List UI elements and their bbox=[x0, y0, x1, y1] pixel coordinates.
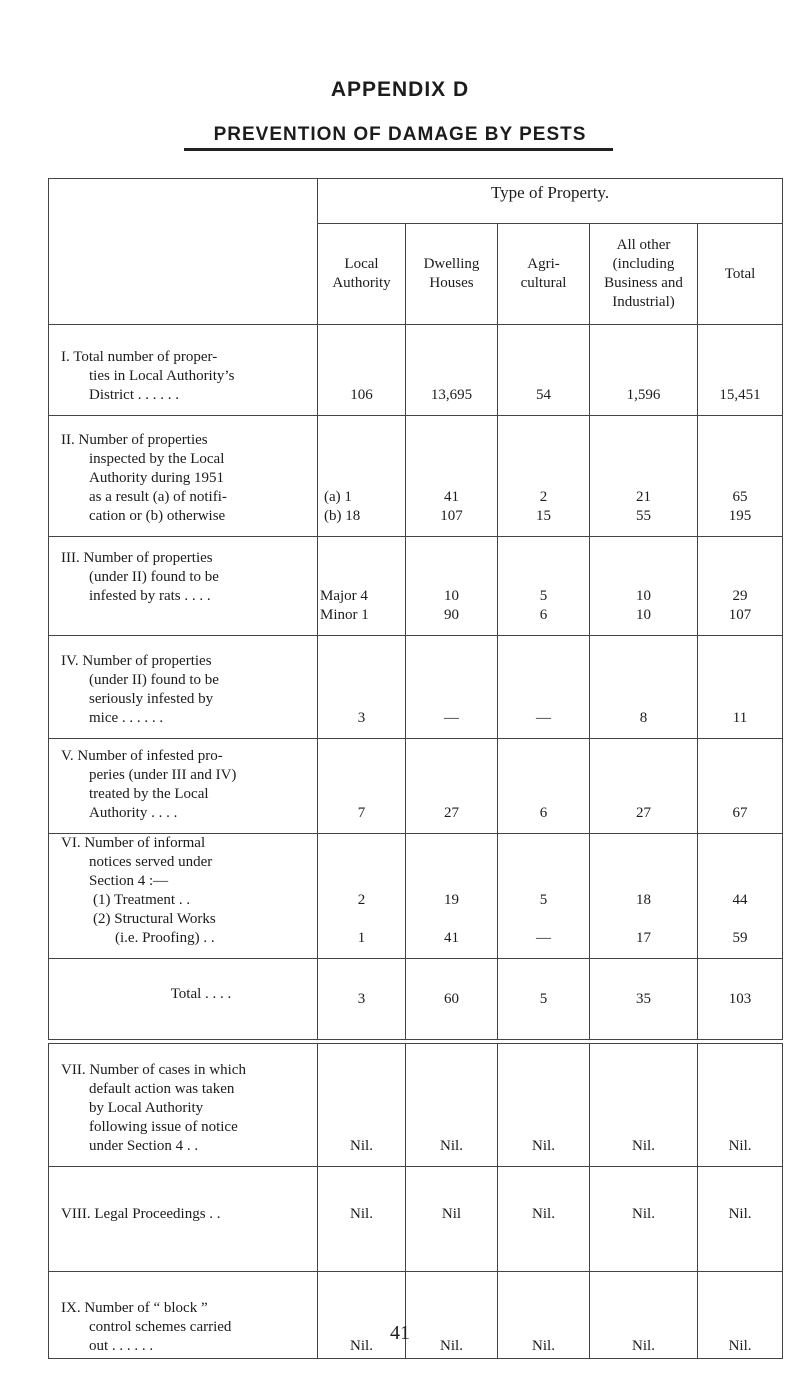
pests-table bbox=[48, 178, 783, 1359]
cell-dwelling-houses: — bbox=[406, 636, 498, 739]
row-description: II. Number of properties inspected by the Local Authority during 1951 as a result (a) of notifi- cation or (b) otherwise bbox=[49, 416, 318, 537]
cell-all-other: 35 bbox=[590, 959, 698, 1040]
cell-agricultural: — bbox=[498, 636, 590, 739]
total-label: Total . . . . bbox=[49, 959, 318, 1040]
row-description: III. Number of properties (under II) found to be infested by rats . . . . bbox=[49, 537, 318, 636]
cell-total: 29 107 bbox=[698, 537, 783, 636]
col-header-total: Total bbox=[698, 224, 783, 325]
title-underline bbox=[184, 148, 613, 151]
cell-all-other: 1,596 bbox=[590, 325, 698, 416]
col-header-local-authority: Local Authority bbox=[318, 224, 406, 325]
cell-agricultural: 5 6 bbox=[498, 537, 590, 636]
cell-all-other: Nil. bbox=[590, 1044, 698, 1167]
cell-all-other: 18 17 bbox=[590, 834, 698, 959]
row-description: VII. Number of cases in which default action was taken by Local Authority following issue of notice under Section 4 . . bbox=[49, 1044, 318, 1167]
cell-agricultural: 6 bbox=[498, 739, 590, 834]
cell-total: 44 59 bbox=[698, 834, 783, 959]
cell-dwelling-houses: 19 41 bbox=[406, 834, 498, 959]
row-description: IV. Number of properties (under II) found to be seriously infested by mice . . . . . . bbox=[49, 636, 318, 739]
cell-total: 67 bbox=[698, 739, 783, 834]
page-title: PREVENTION OF DAMAGE BY PESTS bbox=[213, 124, 587, 145]
cell-dwelling-houses: 13,695 bbox=[406, 325, 498, 416]
cell-total: 65 195 bbox=[698, 416, 783, 537]
cell-local-authority: Nil. bbox=[318, 1167, 406, 1272]
cell-local-authority: 106 bbox=[318, 325, 406, 416]
cell-dwelling-houses: Nil. bbox=[406, 1272, 498, 1359]
cell-local-authority: 2 1 bbox=[318, 834, 406, 959]
cell-total: 11 bbox=[698, 636, 783, 739]
cell-total: 103 bbox=[698, 959, 783, 1040]
cell-dwelling-houses: 10 90 bbox=[406, 537, 498, 636]
cell-dwelling-houses: Nil. bbox=[406, 1044, 498, 1167]
table-row bbox=[49, 834, 783, 959]
table-row bbox=[49, 325, 783, 416]
row-description: V. Number of infested pro- peries (under III and IV) treated by the Local Authority . . . . bbox=[49, 739, 318, 834]
col-header-dwelling-houses: Dwelling Houses bbox=[406, 224, 498, 325]
table-row bbox=[49, 537, 783, 636]
cell-dwelling-houses: 41 107 bbox=[406, 416, 498, 537]
row-description: VI. Number of informal notices served under Section 4 :— (1) Treatment . . (2) Structural Works (i.e. Proofing) . . bbox=[49, 834, 318, 959]
cell-dwelling-houses: 60 bbox=[406, 959, 498, 1040]
cell-agricultural: 5 bbox=[498, 959, 590, 1040]
cell-all-other: 10 10 bbox=[590, 537, 698, 636]
table-row bbox=[49, 1044, 783, 1167]
cell-all-other: 21 55 bbox=[590, 416, 698, 537]
corner-cell bbox=[49, 179, 318, 325]
cell-local-authority: Nil. bbox=[318, 1272, 406, 1359]
table-row bbox=[49, 739, 783, 834]
cell-agricultural: 54 bbox=[498, 325, 590, 416]
cell-local-authority: 3 bbox=[318, 636, 406, 739]
cell-total: Nil. bbox=[698, 1272, 783, 1359]
cell-local-authority: Major 4 Minor 1 bbox=[318, 537, 406, 636]
cell-local-authority: Nil. bbox=[318, 1044, 406, 1167]
cell-agricultural: 5 — bbox=[498, 834, 590, 959]
cell-all-other: 8 bbox=[590, 636, 698, 739]
cell-all-other: Nil. bbox=[590, 1167, 698, 1272]
cell-agricultural: Nil. bbox=[498, 1272, 590, 1359]
table-row bbox=[49, 416, 783, 537]
row-description: IX. Number of “ block ” control schemes carried out . . . . . . bbox=[49, 1272, 318, 1359]
cell-agricultural: Nil. bbox=[498, 1167, 590, 1272]
cell-local-authority: 7 bbox=[318, 739, 406, 834]
cell-dwelling-houses: Nil bbox=[406, 1167, 498, 1272]
cell-dwelling-houses: 27 bbox=[406, 739, 498, 834]
col-header-all-other: All other (including Business and Industrial) bbox=[590, 224, 698, 325]
cell-agricultural: 2 15 bbox=[498, 416, 590, 537]
col-header-agricultural: Agri- cultural bbox=[498, 224, 590, 325]
type-of-property-header: Type of Property. bbox=[318, 179, 783, 224]
table-row-total bbox=[49, 959, 783, 1040]
cell-local-authority: (a) 1 (b) 18 bbox=[318, 416, 406, 537]
cell-total: Nil. bbox=[698, 1167, 783, 1272]
cell-total: Nil. bbox=[698, 1044, 783, 1167]
cell-total: 15,451 bbox=[698, 325, 783, 416]
cell-all-other: 27 bbox=[590, 739, 698, 834]
row-description: VIII. Legal Proceedings . . bbox=[49, 1167, 318, 1272]
table-row bbox=[49, 636, 783, 739]
row-description: I. Total number of proper- ties in Local Authority’s District . . . . . . bbox=[49, 325, 318, 416]
page-number: 41 bbox=[390, 1322, 410, 1344]
cell-local-authority: 3 bbox=[318, 959, 406, 1040]
table-row bbox=[49, 1167, 783, 1272]
table-row bbox=[49, 1272, 783, 1359]
cell-agricultural: Nil. bbox=[498, 1044, 590, 1167]
appendix-heading: APPENDIX D bbox=[330, 78, 470, 101]
cell-all-other: Nil. bbox=[590, 1272, 698, 1359]
